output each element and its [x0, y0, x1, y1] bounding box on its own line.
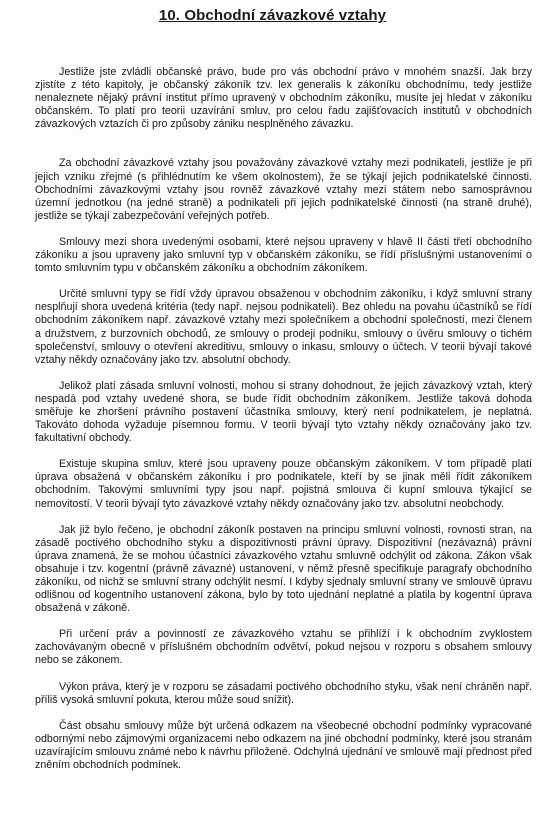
paragraph-2: Za obchodní závazkové vztahy jsou považovány závazkové vztahy mezi podnikateli, jestliže je při jejich vzniku zřejmé (s přihlédnutím ke všem okolnostem), že se týkají jejich podnikatelské činnosti. Obchodními závazkovými vztahy jsou rovněž závazkové vztahy mezi státem nebo samosprávnou územní jednotkou (na jedné straně) a podnikateli při jejich podnikatelské činnosti (na straně druhé), jestliže se týkají zabezpečování veřejných potřeb.	[35, 157, 532, 222]
page-title: 10. Obchodní závazkové vztahy	[158, 7, 387, 24]
document-body	[35, 66, 532, 772]
paragraph-3: Smlouvy mezi shora uvedenými osobami, které nejsou upraveny v hlavě II části třetí obchodního zákoníku a jsou upraveny jako smluvní typ v občanském zákoníku, se řídí příslušnými ustanoveními o tomto smluvním typu v občanském zákoníku a obchodním zákoníkem.	[35, 235, 532, 275]
paragraph-5: Jelikož platí zásada smluvní volnosti, mohou si strany dohodnout, že jejich závazkový vztah, který nespadá pod vztahy uvedené shora, se bude řídit obchodním zákoníkem. Jestliže taková dohoda směřuje ke zhoršení právního postavení účastníka smlouvy, který není podnikatelem, je neplatná. Takováto dohoda vyžaduje písemnou formu. V teorii bývají tyto vztahy někdy označovány jako tzv. fakultativní obchody.	[35, 379, 532, 445]
paragraph-10: Část obsahu smlouvy může být určená odkazem na všeobecné obchodní podmínky vypracované odbornými nebo zájmovými organizacemi nebo odkazem na jiné obchodní podmínky, které jsou stranám uzavírajícím smlouvu známé nebo k návrhu přiložené. Odchylná ujednání ve smlouvě mají přednost před zněním obchodních podmínek.	[35, 719, 532, 772]
paragraph-4: Určité smluvní typy se řídí vždy úpravou obsaženou v obchodním zákoníku, i když smluvní strany nesplňují shora uvedená kritéria (tedy např. nejsou podnikateli). Bez ohledu na povahu účastníků se řídí obchodním zákoníkem např. závazkové vztahy mezi společníkem a obchodní společností, mezi členem a družstvem, z burzovních obchodů, ze smlouvy o prodeji podniku, smlouvy o úvěru smlouvy o tichém společenství, smlouvy o otevření akreditivu, smlouvy o inkasu, smlouvy o účtech. V teorii bývají takové vztahy někdy označovány jako tzv. absolutní obchody.	[35, 288, 532, 366]
paragraph-8: Při určení práv a povinností ze závazkového vztahu se přihlíží i k obchodním zvyklostem zachovávaným obecně v příslušném obchodním odvětví, pokud nejsou v rozporu s obsahem smlouvy nebo se zákonem.	[35, 628, 532, 667]
paragraph-6: Existuje skupina smluv, které jsou upraveny pouze občanským zákoníkem. V tom případě platí úprava obsažená v občanském zákoníku i pro podnikatele, kteří by se jinak měli řídit zákoníkem obchodním. Takovými smluvními typy jsou např. pojistná smlouva či kupní smlouva týkající se nemovitostí. V teorii bývají tyto závazkové vztahy někdy označovány jako tzv. absolutní neobchody.	[35, 458, 532, 510]
paragraph-7: Jak již bylo řečeno, je obchodní zákoník postaven na principu smluvní volnosti, rovnosti stran, na zásadě poctivého obchodního styku a dispozitivnosti právní úpravy. Dispozitivní (nezávazná) právní úprava znamená, že se mohou účastníci závazkového vztahu smluvně odchýlit od zákona. Zákon však obsahuje i tzv. kogentní (právně závazné) ustanovení, v němž přesně specifikuje paragrafy obchodního zákoníku, od nichž se smluvní strany odchýlit nesmí. I kdyby sjednaly smluvní strany ve smlouvě úpravu odlišnou od kogentního ustanovení zákona, bylo by toto ujednání neplatné a platila by kogentní úprava obsažená v zákoně.	[35, 523, 532, 615]
paragraph-1: Jestliže jste zvládli občanské právo, bude pro vás obchodní právo v mnohém snazší. Jak brzy zjistíte z této kapitoly, je občanský zákoník tzv. lex generalis k zákoníku obchodnímu, tedy jestliže nenaleznete nějaký právní institut přímo upravený v obchodním zákoníku, musíte jej hledat v zákoníku občanském. To platí pro teorii uzavírání smluv, pro celou řadu zajišťovacích institutů v obchodních závazkových vztazích či pro způsoby zániku nesplněného závazku.	[35, 66, 532, 131]
paragraph-9: Výkon práva, který je v rozporu se zásadami poctivého obchodního styku, však není chráněn např. příliš vysoká smluvní pokuta, kterou může soud snížit).	[35, 680, 532, 706]
